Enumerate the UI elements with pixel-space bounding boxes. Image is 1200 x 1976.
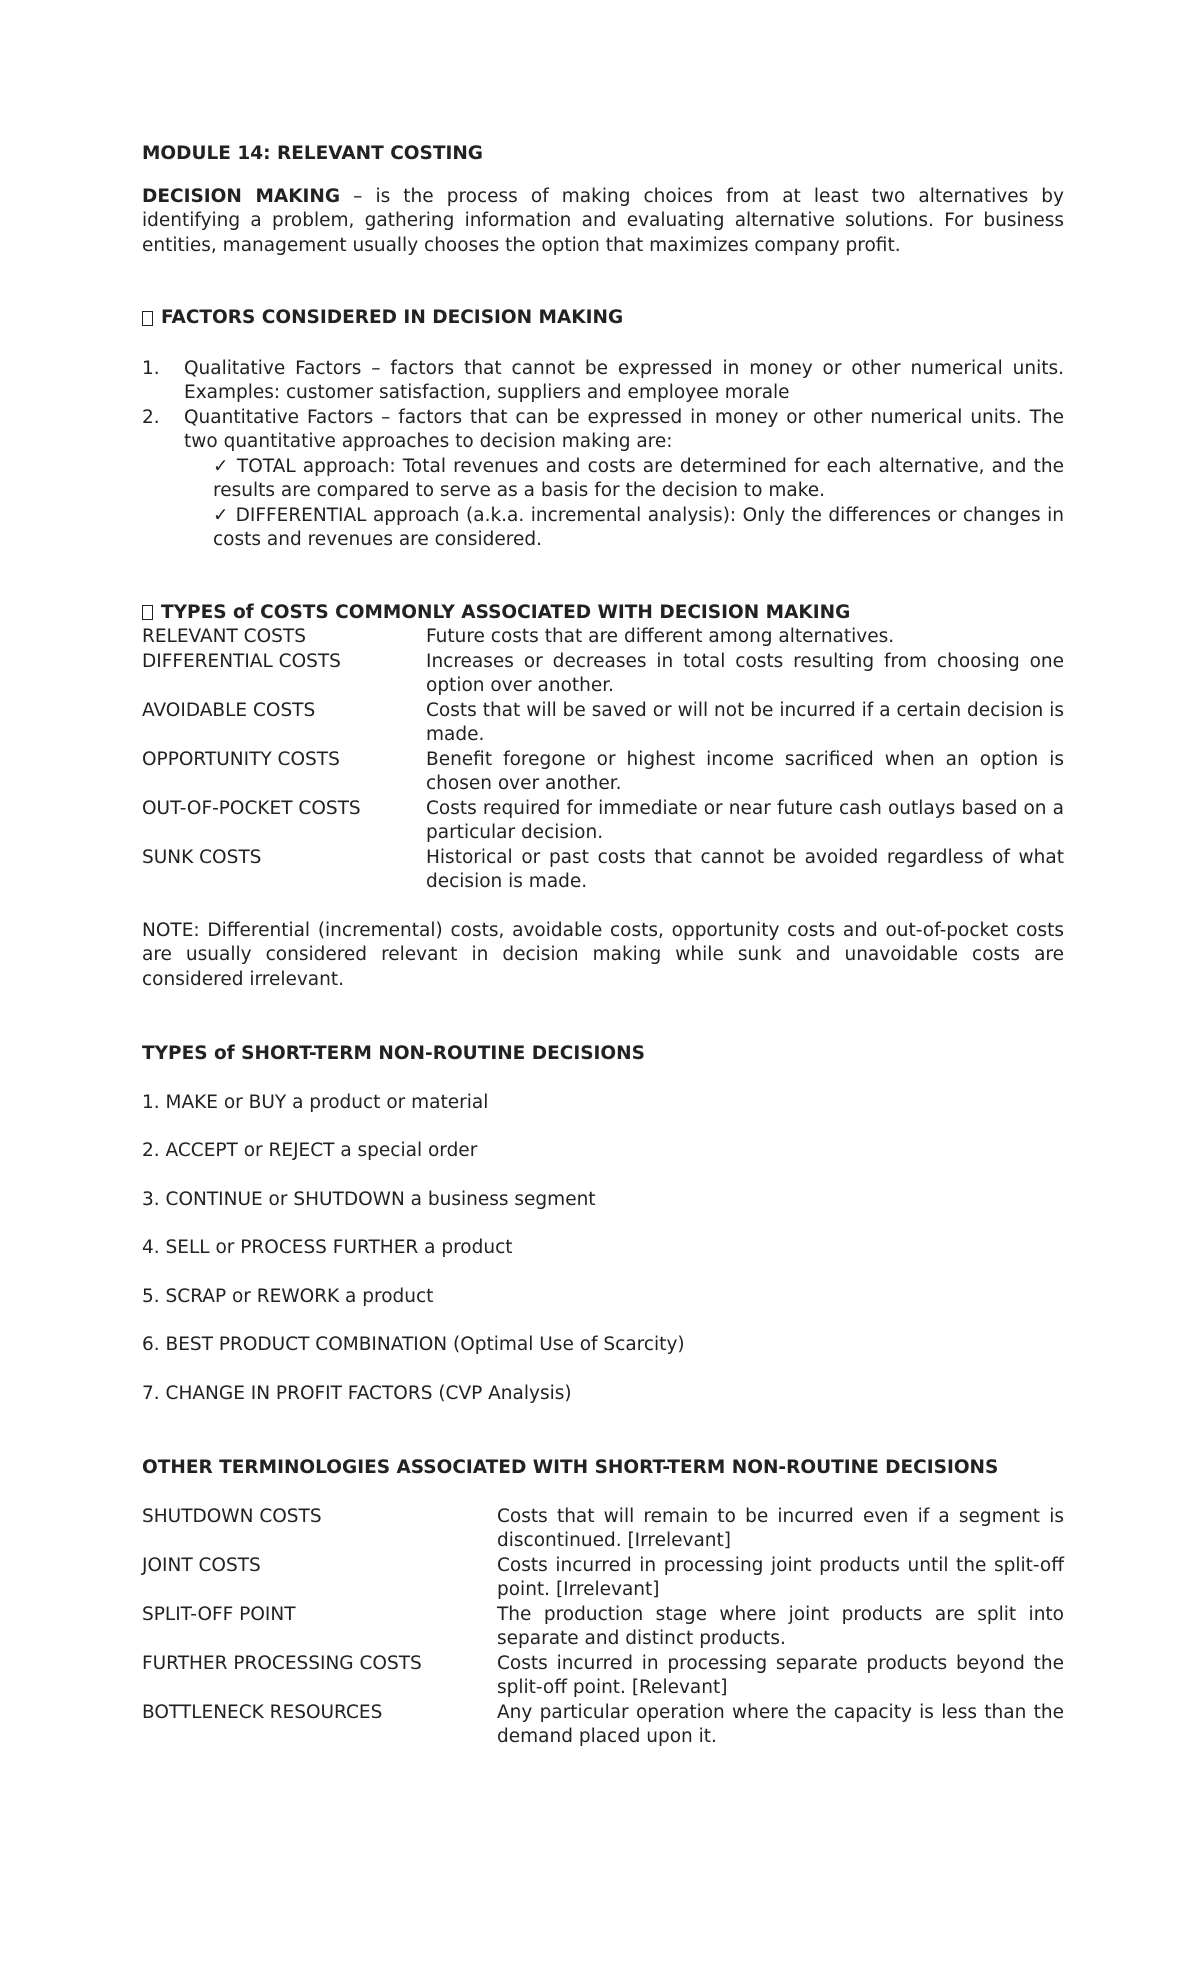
page-title: MODULE 14: RELEVANT COSTING xyxy=(142,143,483,164)
table-row xyxy=(142,748,1064,797)
cost-term: SUNK COSTS xyxy=(142,846,262,868)
costs-table xyxy=(142,625,1064,895)
list-item: 7. CHANGE IN PROFIT FACTORS (CVP Analysis) xyxy=(142,1382,572,1404)
intro-paragraph xyxy=(142,185,1064,259)
other-table xyxy=(142,1505,1064,1750)
cost-term: OPPORTUNITY COSTS xyxy=(142,748,340,770)
list-text: Quantitative Factors – factors that can be expressed in money or other numerical units. The two quantitative approaches to decision making are: xyxy=(184,406,1064,452)
note-paragraph: NOTE: Differential (incremental) costs, avoidable costs, opportunity costs and out-of-pocket costs are usually considered relevant in decision making while sunk and unavoidable costs are considered irrelevant. xyxy=(142,919,1064,990)
list-text: Qualitative Factors – factors that cannot be expressed in money or other numerical units. Examples: customer satisfaction, suppliers and employee morale xyxy=(184,357,1064,403)
costs-heading xyxy=(142,601,1064,626)
cost-term: DIFFERENTIAL COSTS xyxy=(142,650,341,672)
cost-desc: Costs required for immediate or near future cash outlays based on a particular decision. xyxy=(426,797,1064,843)
list-item: 2. ACCEPT or REJECT a special order xyxy=(142,1140,478,1161)
other-heading: OTHER TERMINOLOGIES ASSOCIATED WITH SHORT-TERM NON-ROUTINE DECISIONS xyxy=(142,1457,999,1478)
table-row xyxy=(142,1652,1064,1701)
table-row xyxy=(142,699,1064,748)
document-page xyxy=(142,142,1064,1750)
list-item: 1. MAKE or BUY a product or material xyxy=(142,1091,489,1113)
term: SPLIT-OFF POINT xyxy=(142,1603,296,1625)
table-row xyxy=(142,1505,1064,1554)
factors-heading-text: FACTORS CONSIDERED IN DECISION MAKING xyxy=(161,307,624,328)
term-desc: Costs incurred in processing separate products beyond the split-off point. [Relevant] xyxy=(497,1652,1064,1698)
list-item xyxy=(142,357,1064,406)
approach-total: ✓ TOTAL approach: Total revenues and costs are determined for each alternative, and the results are compared to serve as a basis for the decision to make. xyxy=(213,455,1064,501)
factors-list xyxy=(142,357,1064,553)
decisions-list xyxy=(142,1091,1064,1407)
term: SHUTDOWN COSTS xyxy=(142,1505,322,1527)
list-number: 2. xyxy=(142,406,160,428)
table-row xyxy=(142,1603,1064,1652)
table-row xyxy=(142,846,1064,895)
term-desc: Costs incurred in processing joint products until the split-off point. [Irrelevant] xyxy=(497,1554,1064,1600)
list-item: 5. SCRAP or REWORK a product xyxy=(142,1285,434,1307)
cost-desc: Future costs that are different among alternatives. xyxy=(426,626,895,647)
table-row xyxy=(142,650,1064,699)
decisions-heading: TYPES of SHORT-TERM NON-ROUTINE DECISIONS xyxy=(142,1043,645,1064)
list-item: 4. SELL or PROCESS FURTHER a product xyxy=(142,1237,513,1258)
list-item: 6. BEST PRODUCT COMBINATION (Optimal Use of Scarcity) xyxy=(142,1334,685,1355)
term: BOTTLENECK RESOURCES xyxy=(142,1701,383,1723)
approach-differential: ✓ DIFFERENTIAL approach (a.k.a. incremental analysis): Only the differences or changes in costs and revenues are considered. xyxy=(213,504,1064,550)
cost-desc: Benefit foregone or highest income sacrificed when an option is chosen over another. xyxy=(426,748,1064,794)
cost-term: RELEVANT COSTS xyxy=(142,626,306,647)
list-number: 1. xyxy=(142,357,160,379)
term-desc: Costs that will remain to be incurred even if a segment is discontinued. [Irrelevant] xyxy=(497,1505,1064,1551)
table-row xyxy=(142,1701,1064,1750)
factors-heading xyxy=(142,306,1064,331)
term: FURTHER PROCESSING COSTS xyxy=(142,1652,422,1674)
cost-desc: Historical or past costs that cannot be avoided regardless of what decision is made. xyxy=(426,846,1064,892)
intro-term: DECISION MAKING xyxy=(142,185,341,207)
checkbox-bullet-icon xyxy=(142,311,153,326)
table-row xyxy=(142,797,1064,846)
list-item xyxy=(142,406,1064,553)
table-row xyxy=(142,625,1064,650)
cost-desc: Increases or decreases in total costs resulting from choosing one option over another. xyxy=(426,650,1064,696)
cost-term: OUT-OF-POCKET COSTS xyxy=(142,797,361,819)
intro-text: – is the process of making choices from at least two alternatives by identifying a problem, gathering information and evaluating alternative solutions. For business entities, management usually chooses the option that maximizes company profit. xyxy=(142,185,1064,256)
list-body xyxy=(184,406,1064,553)
list-item: 3. CONTINUE or SHUTDOWN a business segment xyxy=(142,1188,596,1210)
cost-desc: Costs that will be saved or will not be incurred if a certain decision is made. xyxy=(426,699,1064,745)
term-desc: Any particular operation where the capacity is less than the demand placed upon it. xyxy=(497,1701,1064,1747)
checkbox-bullet-icon xyxy=(142,605,153,620)
term-desc: The production stage where joint products are split into separate and distinct products. xyxy=(497,1603,1064,1649)
costs-heading-text: TYPES of COSTS COMMONLY ASSOCIATED WITH DECISION MAKING xyxy=(161,601,851,623)
term: JOINT COSTS xyxy=(142,1554,261,1576)
cost-term: AVOIDABLE COSTS xyxy=(142,699,316,721)
table-row xyxy=(142,1554,1064,1603)
